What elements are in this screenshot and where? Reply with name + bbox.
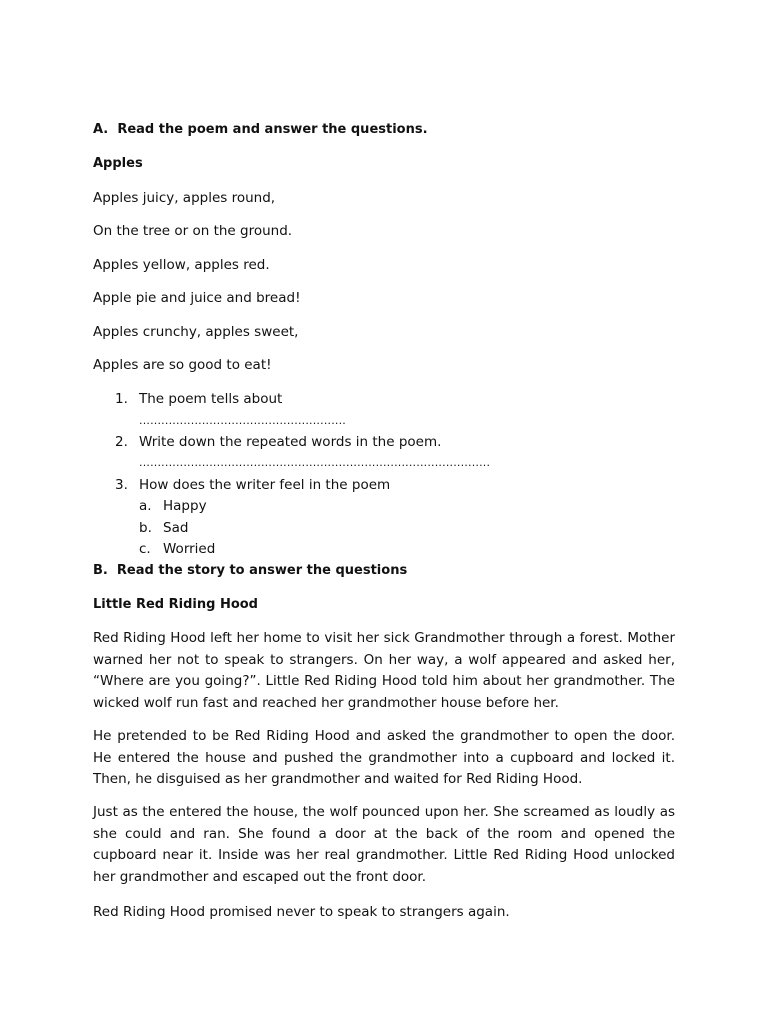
poem-title: Apples	[93, 156, 143, 171]
poem-line: Apples crunchy, apples sweet,	[93, 324, 299, 340]
option-happy[interactable]: Happy	[163, 498, 207, 514]
worksheet-page	[93, 0, 675, 1024]
story-paragraph: Red Riding Hood left her home to visit her sick Grandmother through a forest. Mother warned her not to speak to strangers. On her way, a wolf appeared and asked her, “Where are you going?”. Little Red Riding Hood told him about her grandmother. The wicked wolf run fast and reached her grandmother house before her.	[93, 630, 675, 711]
story-paragraph: He pretended to be Red Riding Hood and asked the grandmother to open the door. He entered the house and pushed the grandmother into a cupboard and locked it. Then, he disguised as her grandmother and waited for Red Riding Hood.	[93, 728, 675, 788]
option-sad[interactable]: Sad	[163, 520, 189, 536]
poem-line: On the tree or on the ground.	[93, 223, 293, 239]
section-a-heading	[93, 122, 428, 137]
section-b-heading	[93, 563, 407, 578]
question-number: 3.	[115, 477, 128, 493]
answer-blank[interactable]: ........................................................	[139, 414, 347, 427]
story-title: Little Red Riding Hood	[93, 597, 258, 612]
poem-line: Apples are so good to eat!	[93, 357, 272, 373]
question-text: How does the writer feel in the poem	[139, 477, 391, 493]
poem-line: Apple pie and juice and bread!	[93, 290, 301, 306]
poem-line: Apples juicy, apples round,	[93, 190, 276, 206]
question-text: Write down the repeated words in the poem.	[139, 434, 442, 450]
section-b-letter: B.	[93, 563, 108, 578]
option-worried[interactable]: Worried	[163, 541, 216, 557]
section-b-title: Read the story to answer the questions	[116, 563, 408, 578]
question-text: The poem tells about	[139, 391, 283, 407]
story-paragraph: Red Riding Hood promised never to speak to strangers again.	[93, 904, 510, 920]
answer-blank[interactable]: ...............................................................................................	[139, 456, 491, 469]
poem-line: Apples yellow, apples red.	[93, 257, 270, 273]
question-number: 2.	[115, 434, 128, 450]
section-a-title: Read the poem and answer the questions.	[117, 122, 428, 137]
option-letter: c.	[139, 541, 151, 557]
question-number: 1.	[115, 391, 128, 407]
option-letter: a.	[139, 498, 152, 514]
story-paragraph: Just as the entered the house, the wolf pounced upon her. She screamed as loudly as she could and ran. She found a door at the back of the room and opened the cupboard near it. Inside was her real grandmother. Little Red Riding Hood unlocked her grandmother and escaped out the front door.	[93, 804, 675, 885]
section-a-letter: A.	[93, 122, 109, 137]
option-letter: b.	[139, 520, 152, 536]
